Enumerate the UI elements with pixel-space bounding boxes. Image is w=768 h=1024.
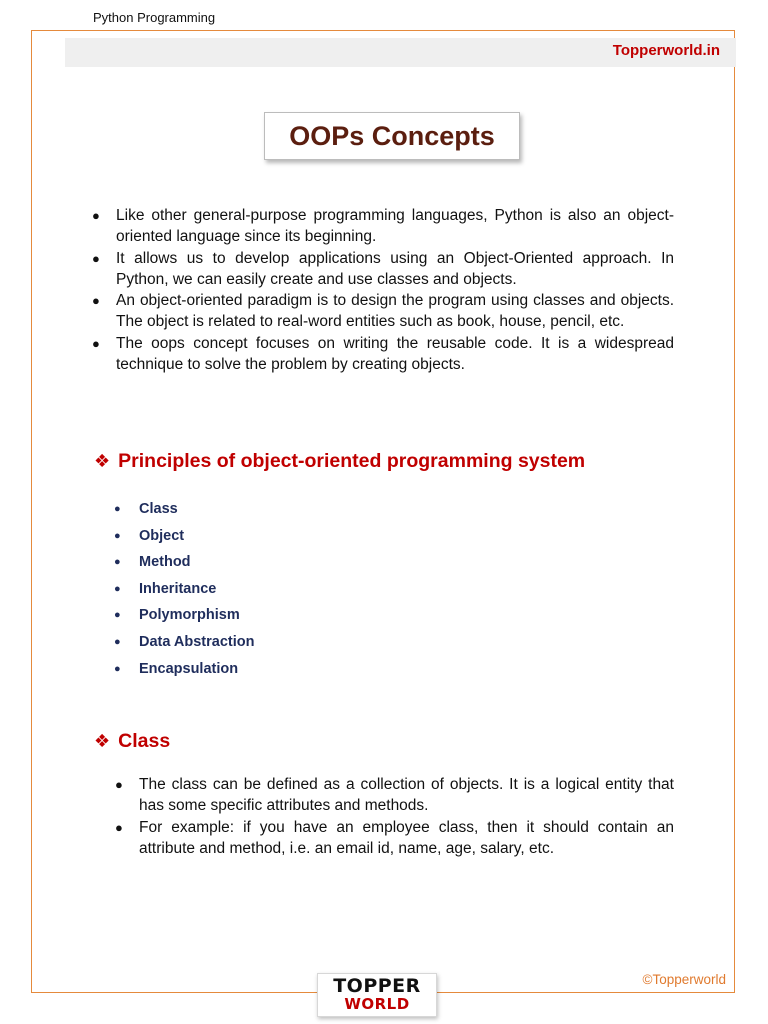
logo-line-1: TOPPER bbox=[333, 975, 421, 997]
bullet-icon: ● bbox=[92, 208, 100, 223]
list-item bbox=[115, 817, 674, 860]
list-item bbox=[114, 523, 254, 550]
list-item bbox=[92, 333, 674, 376]
topperworld-logo bbox=[317, 973, 437, 1017]
title-box bbox=[264, 112, 520, 160]
bullet-icon: ● bbox=[92, 335, 100, 351]
page-title: OOPs Concepts bbox=[289, 120, 495, 151]
document-header-label: Python Programming bbox=[93, 10, 216, 25]
principles-list bbox=[114, 496, 254, 682]
list-item-text: Object bbox=[139, 527, 185, 544]
list-item-text: The oops concept focuses on writing the reusable code. It is a widespread technique to solve the problem by creating objects. bbox=[116, 334, 674, 374]
list-item-text: Class bbox=[139, 501, 178, 517]
list-item bbox=[114, 496, 254, 523]
bullet-icon: ● bbox=[114, 582, 121, 595]
intro-list bbox=[92, 205, 674, 375]
list-item bbox=[115, 774, 674, 817]
class-points-list bbox=[115, 774, 674, 859]
bullet-icon: ● bbox=[92, 250, 100, 266]
copyright-text: ©Topperworld bbox=[642, 972, 726, 987]
bullet-icon: ● bbox=[115, 819, 123, 835]
logo-line-2: WORLD bbox=[344, 995, 410, 1013]
list-item bbox=[92, 205, 674, 248]
class-heading-text: Class bbox=[118, 730, 171, 752]
header-band bbox=[65, 38, 736, 67]
diamond-bullet-icon: ❖ bbox=[94, 731, 111, 751]
bullet-icon: ● bbox=[115, 777, 123, 792]
list-item bbox=[114, 576, 254, 603]
bullet-icon: ● bbox=[114, 556, 121, 569]
brand-link[interactable]: Topperworld.in bbox=[612, 42, 720, 59]
list-item bbox=[114, 602, 254, 629]
list-item-text: An object-oriented paradigm is to design the program using classes and objects. The object is related to real-word entities such as book, house, pencil, etc. bbox=[116, 292, 674, 331]
list-item bbox=[114, 549, 254, 576]
class-heading bbox=[94, 730, 170, 753]
list-item-text: Polymorphism bbox=[139, 607, 240, 624]
list-item-text: It allows us to develop applications using an Object-Oriented approach. In Python, we can easily create and use classes and objects. bbox=[116, 249, 674, 288]
list-item-text: The class can be defined as a collection of objects. It is a logical entity that has some specific attributes and methods. bbox=[139, 776, 674, 815]
principles-heading-text: Principles of object-oriented programming system bbox=[118, 450, 586, 472]
list-item-text: Encapsulation bbox=[139, 660, 239, 677]
bullet-icon: ● bbox=[114, 529, 121, 542]
list-item-text: For example: if you have an employee class, then it should contain an attribute and method, i.e. an email id, name, age, salary, etc. bbox=[139, 818, 674, 857]
list-item-text: Method bbox=[139, 554, 191, 571]
bullet-icon: ● bbox=[114, 662, 121, 675]
bullet-icon: ● bbox=[114, 635, 121, 648]
list-item-text: Like other general-purpose programming languages, Python is also an object-oriented language since its beginning. bbox=[116, 207, 674, 246]
list-item-text: Data Abstraction bbox=[139, 633, 255, 650]
list-item bbox=[114, 629, 254, 656]
list-item bbox=[92, 290, 674, 333]
list-item-text: Inheritance bbox=[139, 580, 217, 597]
bullet-icon: ● bbox=[114, 503, 121, 515]
list-item bbox=[114, 656, 254, 683]
bullet-icon: ● bbox=[92, 293, 100, 309]
list-item bbox=[92, 248, 674, 291]
diamond-bullet-icon: ❖ bbox=[94, 451, 111, 471]
bullet-icon: ● bbox=[114, 609, 121, 622]
principles-heading bbox=[94, 450, 585, 473]
